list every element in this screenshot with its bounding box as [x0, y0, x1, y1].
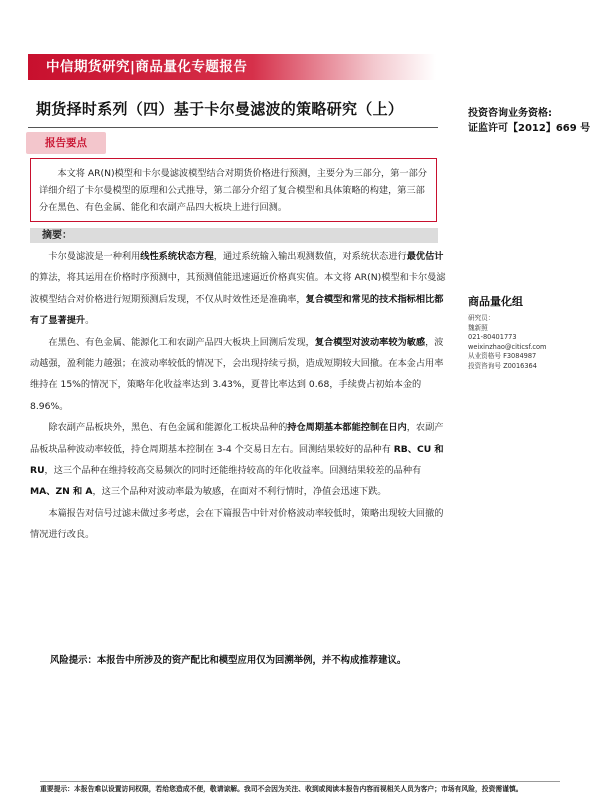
analyst-contact [468, 314, 546, 371]
qualification-line: 投资咨询业务资格: [468, 108, 552, 119]
analyst-email: weixinzhao@citicsf.com [468, 342, 547, 351]
abstract-paragraph-1 [30, 246, 446, 332]
text-run: 在黑色、有色金属、能源化工和农副产品四大板块上回测后发现， [48, 336, 315, 348]
emphasis-text: RB、CU 和 RU [30, 443, 444, 477]
risk-warning: 风险提示：本报告中所涉及的资产配比和模型应用仅为回溯举例，并不构成推荐建议。 [50, 655, 407, 666]
team-name: 商品量化组 [468, 295, 523, 308]
emphasis-text: 最优估计 [406, 251, 444, 262]
text-run: 。 [85, 315, 95, 327]
text-run: 卡尔曼滤波是一种利用 [48, 251, 141, 262]
emphasis-text: 线性系统状态方程 [140, 251, 214, 262]
emphasis-text: 持仓周期基本都能控制在日内 [287, 422, 407, 434]
text-run: 的算法，将其运用在价格时序预测中，其预测值能迅速逼近价格真实值。本文将 AR(N)模型和卡尔曼滤波模型结合对价格进行短期预测后发现，不仅从时效性还是准确率， [30, 272, 446, 305]
advisory-license: 投资咨询号 Z0016364 [468, 361, 537, 370]
emphasis-text: MA、ZN 和 A [30, 486, 93, 498]
title-divider [28, 127, 438, 128]
abstract-heading: 摘要： [30, 228, 438, 243]
analyst-phone: 021-80401773 [468, 333, 517, 341]
text-run: 除农副产品板块外，黑色、有色金属和能源化工板块品种的 [48, 422, 288, 434]
summary-box [30, 158, 437, 222]
abstract-paragraph-4: 本篇报告对信号过滤未做过多考虑，会在下篇报告中针对价格波动率较低时，策略出现较大回撤的情况进行改良。 [30, 507, 444, 541]
summary-text: 本文将 AR(N)模型和卡尔曼滤波模型结合对期货价格进行预测，主要分为三部分，第一部分详细介绍了卡尔曼模型的原理和公式推导，第二部分介绍了复合模型和具体策略的构建，第三部分在黑色、有色金属、能化和农副产品四大板块上进行回测。 [39, 168, 427, 213]
text-run: ，通过系统输入输出观测数值，对系统状态进行 [213, 251, 407, 262]
report-title: 期货择时系列（四）基于卡尔曼滤波的策略研究（上） [36, 100, 404, 118]
abstract-paragraph-3 [30, 417, 446, 503]
analyst-role: 研究员： [468, 314, 495, 322]
text-run: ，农副产品板块品种波动率较低，持仓周期基本控制在 3-4 个交易日左右。回测结果较好的品种有 [30, 422, 444, 455]
emphasis-text: 复合模型对波动率较为敏感 [314, 336, 426, 348]
summary-tag: 报告要点 [26, 132, 106, 154]
text-run: ，这三个品种在维持较高交易频次的同时还能维持较高的年化收益率。回测结果较差的品种有 [44, 465, 422, 477]
qualification-block [468, 106, 590, 136]
text-run: ，波动越强，盈利能力越强；在波动率较低的情况下，会出现持续亏损，造成短期较大回撤。在本金占用率维持在 15%的情况下，策略年化收益率达到 3.43%，夏普比率达到 0.68，手续费占初始本金的 8.96%。 [30, 336, 444, 412]
footer-disclaimer: 重要提示：本报告难以设置访问权限，若给您造成不便，敬请谅解。我司不会因为关注、收到或阅读本报告内容而视相关人员为客户；市场有风险，投资需谨慎。 [40, 785, 523, 793]
text-run: ，这三个品种对波动率最为敏感，在面对不利行情时，净值会迅速下跌。 [92, 486, 387, 498]
abstract-body [30, 246, 446, 546]
footer-divider [40, 781, 560, 782]
report-banner: 中信期货研究|商品量化专题报告 [28, 54, 436, 80]
emphasis-text: 复合模型和常见的技术指标相比都有了显著提升 [30, 293, 444, 327]
license-line: 证监许可【2012】669 号 [468, 123, 591, 134]
abstract-paragraph-2 [30, 332, 446, 418]
analyst-name: 魏新照 [468, 323, 488, 332]
practice-license: 从业资格号 F3084987 [468, 352, 537, 360]
